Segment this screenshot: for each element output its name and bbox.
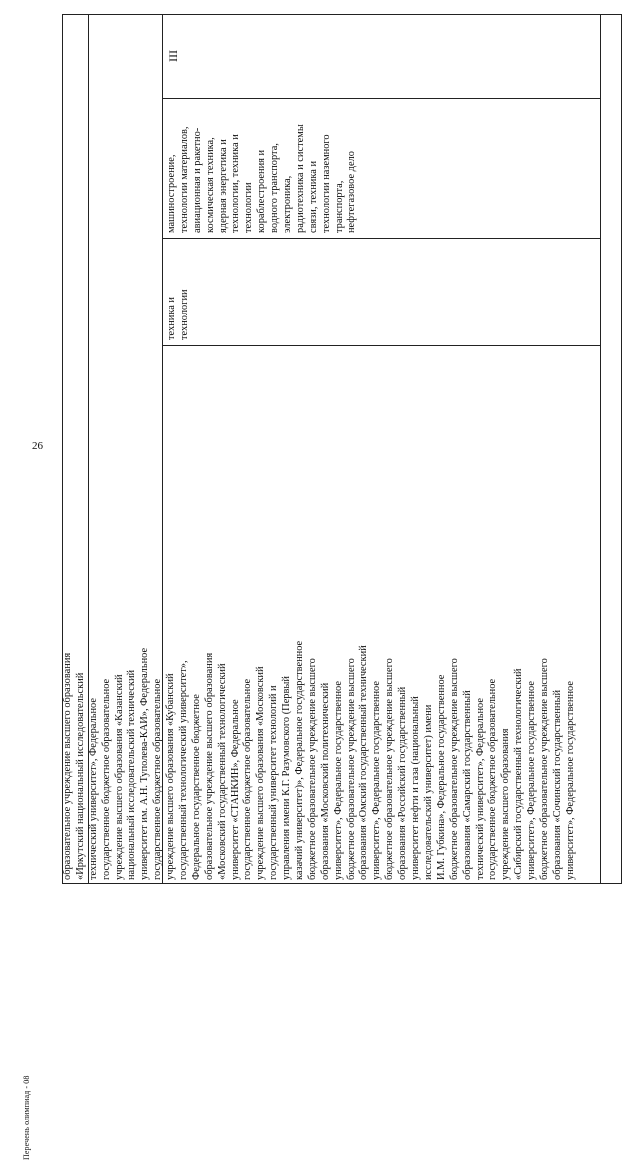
universities-line: государственное бюджетное образовательное bbox=[100, 678, 112, 880]
specialty-line: технологии наземного bbox=[320, 134, 332, 233]
specialty-line: технологии, техника и bbox=[230, 134, 242, 233]
level-cell: III bbox=[166, 50, 180, 62]
universities-line: учреждение высшего образования bbox=[500, 728, 512, 880]
universities-line: государственное бюджетное образовательное bbox=[242, 678, 254, 880]
universities-line: образования «Московский политехнический bbox=[319, 682, 331, 880]
universities-line: И.М. Губкина», Федеральное государственное bbox=[435, 674, 447, 880]
universities-line: «Иркутский национальный исследовательский bbox=[74, 672, 86, 880]
universities-line: университет им. А.Н. Туполева-КАИ», Федеральное bbox=[139, 647, 151, 880]
specialty-line: технологии bbox=[243, 182, 255, 233]
universities-line: учреждение высшего образования «Кубанский bbox=[165, 673, 177, 880]
universities-line: университет», Федеральное государственное bbox=[564, 681, 576, 880]
universities-line: национальный исследовательский технический bbox=[126, 669, 138, 880]
universities-line: университет», Федеральное государственное bbox=[332, 681, 344, 880]
universities-line: образования «Сочинский государственный bbox=[551, 689, 563, 880]
universities-line: государственный университет технологий и bbox=[268, 685, 280, 880]
universities-line: образовательное учреждение высшего образования bbox=[203, 652, 215, 880]
universities-line: образования «Самарский государственный bbox=[461, 690, 473, 880]
page-footer: Перечень олимпиад - 08 bbox=[22, 1075, 31, 1160]
universities-line: бюджетное образовательное учреждение высшего bbox=[345, 658, 357, 880]
page-number: 26 bbox=[32, 440, 43, 452]
universities-line: бюджетное образовательное учреждение высшего bbox=[384, 658, 396, 880]
universities-cell bbox=[62, 640, 576, 880]
specialty-line: ядерная энергетика и bbox=[217, 139, 229, 233]
universities-line: учреждение высшего образования «Казанский bbox=[113, 674, 125, 880]
universities-line: казачий университет)», Федеральное государственное bbox=[294, 640, 306, 880]
universities-line: образования «Омский государственный технический bbox=[358, 645, 370, 880]
universities-line: университет «СТАНКИН», Федеральное bbox=[229, 699, 241, 880]
field-cell bbox=[166, 289, 192, 340]
table-divider bbox=[600, 14, 601, 884]
specialty-line: машиностроение, bbox=[166, 154, 177, 233]
specialty-line: космическая техника, bbox=[204, 137, 216, 233]
specialty-line: кораблестроения и bbox=[256, 149, 268, 233]
specialty-line: авиационная и ракетно- bbox=[191, 127, 203, 233]
universities-line: университет нефти и газа (национальный bbox=[410, 696, 422, 880]
universities-line: учреждение высшего образования «Московский bbox=[255, 666, 267, 880]
universities-line: образования «Российский государственный bbox=[397, 686, 409, 880]
specialty-line: связи, техника и bbox=[307, 160, 319, 233]
specialty-line: транспорта, bbox=[333, 180, 345, 233]
universities-line: «Московский государственный технологический bbox=[216, 663, 228, 880]
universities-line: государственное бюджетное образовательное bbox=[487, 678, 499, 880]
universities-line: образовательное учреждение высшего образования bbox=[62, 652, 73, 880]
specialty-line: электроника, bbox=[282, 175, 294, 233]
field-line: техника и bbox=[166, 297, 177, 340]
universities-line: государственное бюджетное образовательное bbox=[152, 678, 164, 880]
universities-line: университет», Федеральное государственное bbox=[526, 681, 538, 880]
table-divider bbox=[162, 345, 600, 346]
specialty-line: технологии материалов, bbox=[178, 126, 190, 233]
universities-line: университет», Федеральное государственное bbox=[371, 681, 383, 880]
universities-line: исследовательский университет) имени bbox=[422, 704, 434, 880]
specialty-line: водного транспорта, bbox=[269, 143, 281, 233]
universities-line: технический университет», Федеральное bbox=[87, 698, 99, 880]
universities-line: «Сибирский государственный технологический bbox=[513, 668, 525, 880]
table-divider bbox=[162, 238, 600, 239]
universities-line: бюджетное образовательное учреждение высшего bbox=[538, 658, 550, 880]
universities-line: управления имени К.Г. Разумовского (Первый bbox=[281, 676, 293, 880]
field-line: технологии bbox=[178, 289, 190, 340]
table-divider bbox=[162, 98, 600, 99]
universities-line: бюджетное образовательное учреждение высшего bbox=[448, 658, 460, 880]
specialties-cell bbox=[166, 124, 358, 233]
universities-line: бюджетное образовательное учреждение высшего bbox=[306, 658, 318, 880]
specialty-line: радиотехника и системы bbox=[294, 124, 306, 233]
universities-line: технический университет», Федеральное bbox=[474, 698, 486, 880]
universities-line: государственный технологический университет», bbox=[178, 660, 190, 880]
universities-line: Федеральное государственное бюджетное bbox=[190, 694, 202, 880]
specialty-line: нефтегазовое дело bbox=[346, 151, 358, 233]
